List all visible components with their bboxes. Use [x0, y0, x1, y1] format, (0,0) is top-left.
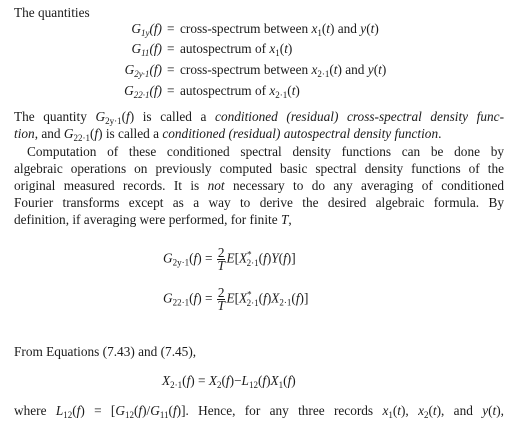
text-line: Fourier transforms except as a way to derive the desired algebraic formula. By [14, 195, 504, 210]
text-line: where $L_{12}(f) = [G_{12}(f)/G_{11}(f)]$. Hence, for any three records $x_1(t)$, $x_2(t)$, and y(t), [14, 403, 505, 420]
text-line: original measured records. It is not necessary to do any averaging of conditioned [14, 178, 504, 193]
intro-text: The quantities [14, 5, 90, 20]
text-line: The quantity $G_{2y\cdot 1}(f)$ is called a conditioned (residual) cross-spectral density func- [14, 109, 504, 126]
paragraph-from-equations: From Equations (7.43) and (7.45), [14, 344, 197, 359]
equation-residual: $X_{2\cdot 1}(f) = X_2(f)-L_{12}(f)X_1(f)$ [162, 373, 296, 390]
equation-autospectral: $G_{22\cdot 1}(f)$ = $\frac{2}{T}$ $E[X^*_{2\cdot 1}(f)X_{2\cdot 1}(f)]$ [163, 285, 309, 313]
equals-sign: = [167, 62, 175, 77]
definition-lhs: $G_{2y\cdot 1}(f)$ [124, 62, 162, 79]
equation-cross-spectral: $G_{2y\cdot 1}(f)$ = $\frac{2}{T}$ $E[X^*_{2\cdot 1}(f)Y(f)]$ [163, 245, 296, 273]
paragraph-conditioned-definition [14, 108, 504, 142]
text-line: algebraic operations on previously computed basic spectral density functions of the [14, 161, 504, 176]
text-line: Computation of these conditioned spectral density functions can be done by [27, 144, 504, 159]
equals-sign: = [167, 21, 175, 36]
equals-sign: = [167, 83, 175, 98]
fraction: $\frac{2}{T}$ [217, 285, 225, 313]
definition-rhs: autospectrum of $x_1(t)$ [180, 41, 293, 58]
definition-rhs: cross-spectrum between $x_{2\cdot 1}(t)$ and y(t) [180, 62, 387, 79]
definition-rhs: cross-spectrum between $x_1(t)$ and y(t) [180, 21, 379, 38]
definition-rhs: autospectrum of $x_{2\cdot 1}(t)$ [180, 83, 300, 100]
paragraph-where [14, 402, 504, 419]
equals-sign: = [167, 41, 175, 56]
definition-lhs: $G_{11}(f)$ [131, 41, 162, 58]
text-line: definition, if averaging were performed, for finite T, [14, 212, 292, 227]
definition-lhs: $G_{1y}(f)$ [131, 21, 162, 38]
text-line: tion, and $G_{22\cdot 1}(f)$ is called a conditioned (residual) autospectral density function. [14, 126, 442, 143]
paragraph-computation [14, 143, 504, 228]
definition-lhs: $G_{22\cdot 1}(f)$ [124, 83, 162, 100]
fraction: $\frac{2}{T}$ [217, 245, 225, 273]
